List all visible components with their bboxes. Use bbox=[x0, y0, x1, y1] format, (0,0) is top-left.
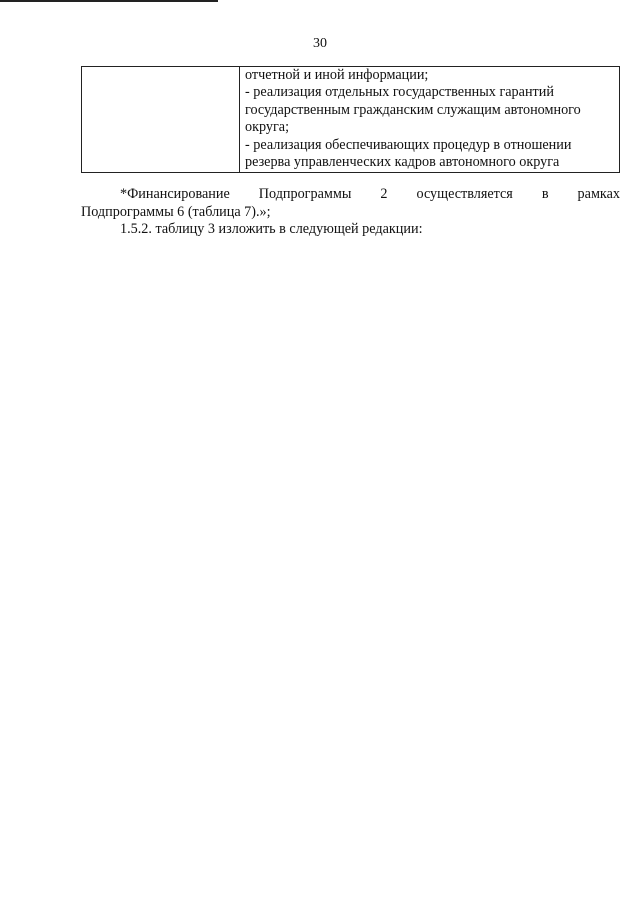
header-rule bbox=[0, 0, 218, 2]
measure-line: - реализация обеспечивающих процедур в отношении bbox=[245, 136, 572, 153]
table-cell-empty bbox=[82, 67, 240, 173]
footnote-line: Подпрограммы 6 (таблица 7).»; bbox=[81, 203, 271, 220]
measure-line: отчетной и иной информации; bbox=[245, 67, 429, 83]
footnote-line: *Финансирование Подпрограммы 2 осуществляется в рамках bbox=[120, 186, 620, 202]
measure-line: - реализация отдельных государственных гарантий bbox=[245, 84, 554, 101]
measures-table bbox=[81, 66, 620, 173]
page-number: 30 bbox=[313, 36, 327, 51]
measure-line: резерва управленческих кадров автономного округа bbox=[245, 154, 560, 171]
measure-line: округа; bbox=[245, 119, 290, 136]
amendment-instruction: 1.5.2. таблицу 3 изложить в следующей редакции: bbox=[120, 221, 423, 237]
table-cell-measures bbox=[240, 67, 620, 173]
table-row bbox=[82, 67, 620, 173]
measure-line: государственным гражданским служащим автономного bbox=[245, 101, 581, 118]
financing-footnote bbox=[81, 186, 620, 221]
